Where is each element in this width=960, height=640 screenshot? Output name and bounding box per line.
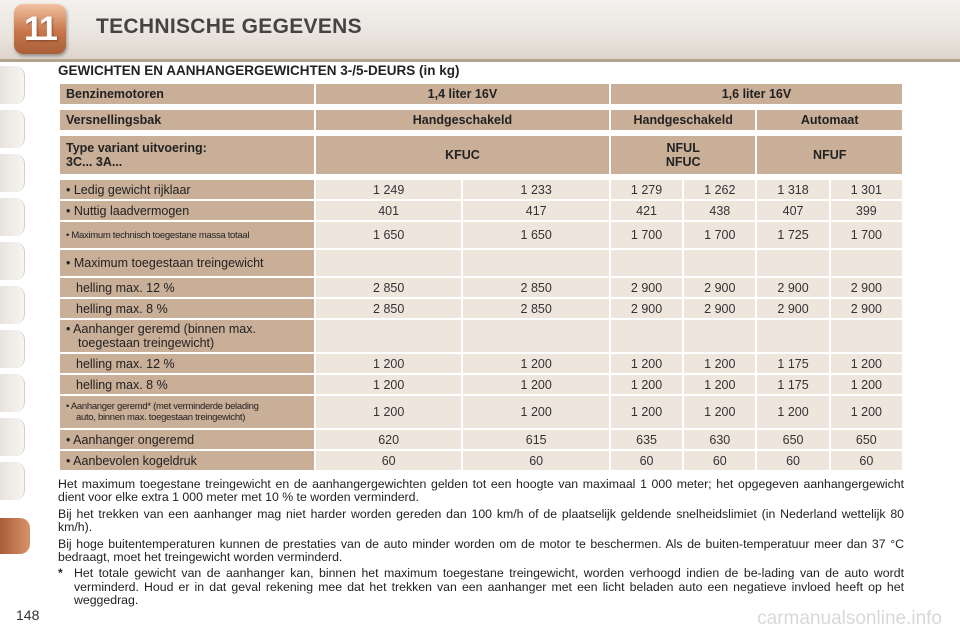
row-value: 1 200: [611, 396, 682, 428]
row-value: 1 200: [463, 396, 609, 428]
watermark: carmanualsonline.info: [757, 608, 942, 629]
row-value: 1 249: [316, 180, 462, 199]
row-value: 2 900: [757, 299, 828, 318]
row-value: 1 725: [757, 222, 828, 248]
side-tab[interactable]: [0, 242, 25, 280]
row-value: [757, 320, 828, 352]
row-label: [60, 430, 314, 449]
row-value: 1 200: [611, 354, 682, 373]
chapter-tab: 11: [14, 4, 66, 54]
row-label-text: • Aanhanger ongeremd: [66, 432, 195, 447]
row-label: [60, 250, 314, 276]
row-value: 1 279: [611, 180, 682, 199]
notes: [58, 478, 904, 608]
row-value: [316, 320, 462, 352]
table-row: [60, 430, 902, 449]
variant-16m-line2: NFUC: [665, 155, 701, 169]
row-value: [757, 250, 828, 276]
row-label: [60, 201, 314, 220]
row-label-text: • Maximum technisch toegestane massa totaal: [66, 229, 250, 241]
side-tab[interactable]: [0, 198, 25, 236]
row-value: 1 200: [684, 375, 755, 394]
variant-row: [60, 136, 902, 174]
row-value: 620: [316, 430, 462, 449]
variant-label: [60, 136, 314, 174]
row-value: 1 650: [316, 222, 462, 248]
table-row: [60, 396, 902, 428]
row-value: 421: [611, 201, 682, 220]
row-label: [60, 299, 314, 318]
row-label-text: helling max. 12 %: [76, 356, 175, 371]
row-value: [611, 250, 682, 276]
row-value: 635: [611, 430, 682, 449]
footnote-mark: *: [58, 566, 63, 581]
row-value: 1 200: [831, 396, 902, 428]
note-speed: Bij het trekken van een aanhanger mag niet harder worden gereden dan 100 km/h of de plaatselijk geldende snelheidslimiet (in Nederland wettelijk 80 km/h).: [58, 506, 904, 535]
table-row: [60, 354, 902, 373]
row-label: [60, 375, 314, 394]
table-body: [60, 180, 902, 470]
gearbox-16-manual: Handgeschakeld: [611, 110, 756, 130]
row-value: 1 301: [831, 180, 902, 199]
row-value: [316, 250, 462, 276]
row-value: 1 200: [684, 396, 755, 428]
footnote-text: Het totale gewicht van de aanhanger kan, binnen het maximum toegestane treingewicht, worden verhoogd indien de be-lading van de auto wordt verminderd. Houd er in dat geval rekening mee dat het trekken van een aanhanger met een licht beladen auto een negatieve invloed heeft op het weggedrag.: [74, 566, 904, 608]
row-label: [60, 396, 314, 428]
table-row: [60, 250, 902, 276]
gearbox-row: [60, 110, 902, 130]
row-value: 60: [463, 451, 609, 470]
side-tab-strip: [0, 64, 30, 564]
row-value: 650: [831, 430, 902, 449]
row-value: 1 200: [316, 396, 462, 428]
row-label-text: • Aanhanger geremd (binnen max.: [66, 322, 256, 336]
row-value: 2 900: [611, 278, 682, 297]
side-tab[interactable]: [0, 418, 25, 456]
row-label-text: helling max. 8 %: [76, 377, 168, 392]
row-value: 60: [611, 451, 682, 470]
engine-16: 1,6 liter 16V: [611, 84, 902, 104]
row-value: 630: [684, 430, 755, 449]
side-tab[interactable]: [0, 330, 25, 368]
row-value: 1 318: [757, 180, 828, 199]
page-title: TECHNISCHE GEGEVENS: [96, 15, 362, 38]
page-header: [0, 0, 960, 62]
table-row: [60, 375, 902, 394]
row-value: 60: [757, 451, 828, 470]
row-value: 1 200: [757, 396, 828, 428]
row-value: 1 233: [463, 180, 609, 199]
footnote: [58, 567, 904, 607]
row-value: [831, 250, 902, 276]
variant-14: KFUC: [316, 136, 609, 174]
row-value: [684, 250, 755, 276]
engine-row: [60, 84, 902, 104]
note-temperature: Bij hoge buitentemperaturen kunnen de prestaties van de auto minder worden om de motor te beschermen. Als de buiten-temperatuur meer dan 37 °C bedraagt, moet het treingewicht worden verminderd.: [58, 536, 904, 565]
side-tab[interactable]: [0, 110, 25, 148]
row-value: 2 850: [316, 278, 462, 297]
row-value: 650: [757, 430, 828, 449]
table-row: [60, 180, 902, 199]
row-value: 399: [831, 201, 902, 220]
table-row: [60, 278, 902, 297]
gearbox-label: Versnellingsbak: [60, 110, 314, 130]
row-value: 60: [684, 451, 755, 470]
side-tab[interactable]: [0, 154, 25, 192]
row-label-text: • Aanhanger geremd* (met verminderde belading: [66, 401, 259, 412]
row-value: 2 850: [463, 299, 609, 318]
row-label: [60, 180, 314, 199]
row-value: 438: [684, 201, 755, 220]
note-altitude: Het maximum toegestane treingewicht en de aanhangergewichten gelden tot een hoogte van maximaal 1 000 meter; het opgegeven aanhangergewicht dient voor elke extra 1 000 meter met 10 % te worden verminderd.: [58, 477, 904, 505]
row-value: 1 200: [831, 354, 902, 373]
row-value: 1 700: [831, 222, 902, 248]
table-row: [60, 222, 902, 248]
table-row: [60, 201, 902, 220]
row-label: [60, 278, 314, 297]
row-label-text: • Maximum toegestaan treingewicht: [66, 256, 264, 270]
row-label-text-continued: toegestaan treingewicht): [78, 336, 215, 350]
row-value: 1 200: [316, 375, 462, 394]
table-row: [60, 451, 902, 470]
row-value: 2 850: [463, 278, 609, 297]
side-tab[interactable]: [0, 66, 25, 104]
engine-label: Benzinemotoren: [60, 84, 314, 104]
variant-16-auto: NFUF: [757, 136, 902, 174]
row-value: 1 175: [757, 375, 828, 394]
side-tab[interactable]: [0, 286, 25, 324]
table-row: [60, 320, 902, 352]
variant-label-line2: 3C... 3A...: [66, 155, 123, 169]
weights-table: [58, 82, 904, 472]
page-number: 148: [16, 607, 40, 623]
gearbox-14: Handgeschakeld: [316, 110, 609, 130]
row-value: 1 200: [611, 375, 682, 394]
row-value: 407: [757, 201, 828, 220]
row-value: 1 700: [684, 222, 755, 248]
row-label: [60, 222, 314, 248]
table-row: [60, 299, 902, 318]
row-label-text: • Ledig gewicht rijklaar: [66, 182, 191, 197]
variant-16m-line1: NFUL: [666, 141, 700, 155]
row-value: 417: [463, 201, 609, 220]
row-value: 1 700: [611, 222, 682, 248]
row-value: 2 900: [684, 299, 755, 318]
gearbox-16-auto: Automaat: [757, 110, 902, 130]
engine-14: 1,4 liter 16V: [316, 84, 609, 104]
side-tab[interactable]: [0, 374, 25, 412]
row-value: [684, 320, 755, 352]
row-label: [60, 354, 314, 373]
side-tab[interactable]: [0, 462, 25, 500]
row-value: 2 900: [684, 278, 755, 297]
row-value: 1 200: [463, 375, 609, 394]
row-value: 1 200: [463, 354, 609, 373]
variant-16-manual: [611, 136, 756, 174]
row-value: 60: [316, 451, 462, 470]
row-value: [831, 320, 902, 352]
row-value: 401: [316, 201, 462, 220]
row-value: 2 900: [757, 278, 828, 297]
row-value: 2 900: [611, 299, 682, 318]
row-value: 1 200: [316, 354, 462, 373]
row-label-text-continued: auto, binnen max. toegestaan treingewicht): [76, 412, 246, 423]
row-label-text: helling max. 12 %: [76, 280, 175, 295]
row-value: 1 200: [831, 375, 902, 394]
row-value: 1 175: [757, 354, 828, 373]
row-value: [463, 250, 609, 276]
row-label-text: • Aanbevolen kogeldruk: [66, 453, 197, 468]
section-title: GEWICHTEN EN AANHANGERGEWICHTEN 3-/5-DEURS (in kg): [58, 63, 460, 78]
row-value: 2 900: [831, 299, 902, 318]
row-value: 615: [463, 430, 609, 449]
row-value: 60: [831, 451, 902, 470]
row-value: 1 262: [684, 180, 755, 199]
row-label: [60, 320, 314, 352]
side-tab-active[interactable]: [0, 518, 30, 554]
row-value: 1 200: [684, 354, 755, 373]
row-label: [60, 451, 314, 470]
row-value: [463, 320, 609, 352]
row-value: [611, 320, 682, 352]
variant-label-line1: Type variant uitvoering:: [66, 141, 207, 155]
row-value: 1 650: [463, 222, 609, 248]
row-label-text: • Nuttig laadvermogen: [66, 203, 190, 218]
row-value: 2 850: [316, 299, 462, 318]
row-label-text: helling max. 8 %: [76, 301, 168, 316]
row-value: 2 900: [831, 278, 902, 297]
